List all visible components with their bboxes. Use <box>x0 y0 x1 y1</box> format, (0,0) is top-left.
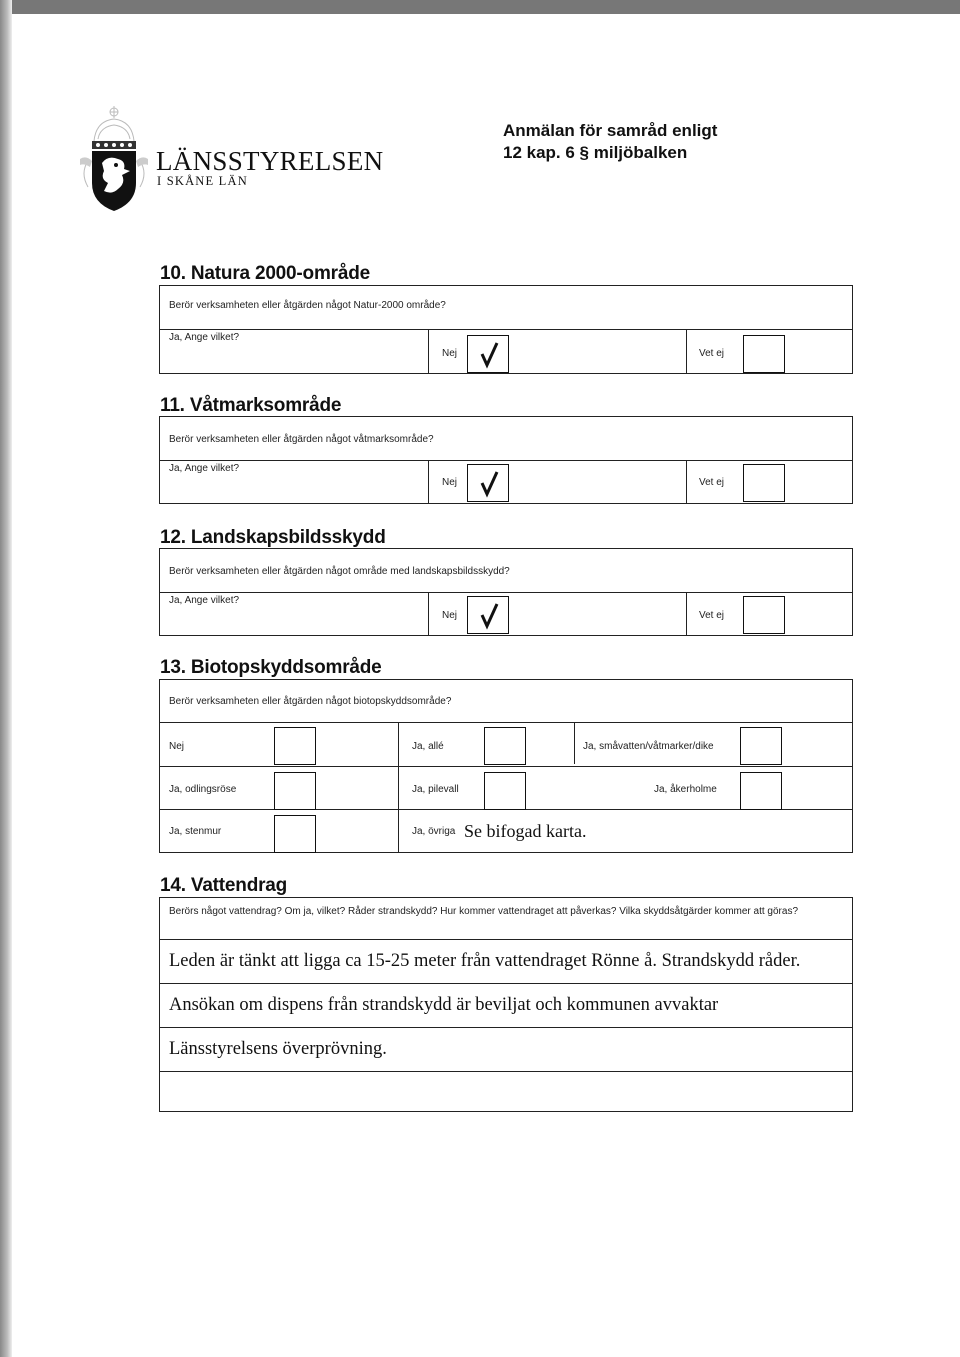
section-10-nej-label: Nej <box>442 348 458 359</box>
biotop-ovriga-label: Ja, övriga <box>412 826 456 837</box>
section-11-box <box>159 416 853 504</box>
divider <box>160 983 852 984</box>
section-12-ja-label: Ja, Ange vilket? <box>169 595 240 606</box>
document-title-line2: 12 kap. 6 § miljöbalken <box>503 143 688 162</box>
checkmark-icon <box>468 597 510 635</box>
biotop-nej-checkbox[interactable] <box>274 727 316 765</box>
divider <box>428 329 429 373</box>
vattendrag-answer-line-1[interactable]: Leden är tänkt att ligga ca 15-25 meter från vattendraget Rönne å. Strandskydd råder. <box>169 951 801 971</box>
section-10-question: Berör verksamheten eller åtgärden något Natur-2000 område? <box>169 300 446 311</box>
section-11-vetej-label: Vet ej <box>699 477 725 488</box>
divider <box>574 722 575 764</box>
section-14-heading: 14. Vattendrag <box>160 875 288 896</box>
section-10-vetej-label: Vet ej <box>699 348 725 359</box>
divider <box>160 722 852 723</box>
biotop-smavatten-checkbox[interactable] <box>740 727 782 765</box>
section-13-heading: 13. Biotopskyddsområde <box>160 657 382 678</box>
biotop-akerholme-checkbox[interactable] <box>740 772 782 810</box>
section-12-box <box>159 548 853 636</box>
divider <box>686 592 687 635</box>
section-12-heading: 12. Landskapsbildsskydd <box>160 527 386 548</box>
biotop-pilevall-checkbox[interactable] <box>484 772 526 810</box>
section-10-box <box>159 285 853 374</box>
biotop-stenmur-checkbox[interactable] <box>274 815 316 853</box>
checkmark-icon <box>468 336 510 374</box>
section-11-question: Berör verksamheten eller åtgärden något våtmarksområde? <box>169 434 434 445</box>
section-10-vetej-checkbox[interactable] <box>743 335 785 373</box>
divider <box>398 722 399 852</box>
divider <box>686 329 687 373</box>
section-14-question: Berörs något vattendrag? Om ja, vilket? Råder strandskydd? Hur kommer vattendraget att påverkas? Vilka skyddsåtgärder kommer att göras? <box>169 906 799 917</box>
biotop-alle-checkbox[interactable] <box>484 727 526 765</box>
section-14-box <box>159 897 853 1112</box>
divider <box>160 766 852 767</box>
section-11-nej-checkbox[interactable] <box>467 464 509 502</box>
brand-name: LÄNSSTYRELSEN <box>156 146 384 176</box>
vattendrag-answer-line-3[interactable]: Länsstyrelsens överprövning. <box>169 1039 387 1059</box>
section-11-nej-label: Nej <box>442 477 458 488</box>
section-12-vetej-checkbox[interactable] <box>743 596 785 634</box>
biotop-smavatten-label: Ja, småvatten/våtmarker/dike <box>583 741 714 752</box>
section-12-nej-checkbox[interactable] <box>467 596 509 634</box>
biotop-odlingsrose-checkbox[interactable] <box>274 772 316 810</box>
document-title-line1: Anmälan för samråd enligt <box>503 121 718 140</box>
divider <box>160 939 852 940</box>
section-10-heading: 10. Natura 2000-område <box>160 263 370 284</box>
biotop-ovriga-answer[interactable]: Se bifogad karta. <box>464 821 587 841</box>
divider <box>160 329 852 330</box>
section-13-box <box>159 679 853 853</box>
divider <box>160 1071 852 1072</box>
section-10-ja-label: Ja, Ange vilket? <box>169 332 240 343</box>
section-11-vetej-checkbox[interactable] <box>743 464 785 502</box>
vattendrag-answer-line-2[interactable]: Ansökan om dispens från strandskydd är beviljat och kommunen avvaktar <box>169 995 719 1015</box>
biotop-akerholme-label: Ja, åkerholme <box>654 784 717 795</box>
section-10-nej-checkbox[interactable] <box>467 335 509 373</box>
divider <box>428 460 429 503</box>
section-12-vetej-label: Vet ej <box>699 610 725 621</box>
biotop-pilevall-label: Ja, pilevall <box>412 784 459 795</box>
section-11-ja-label: Ja, Ange vilket? <box>169 463 240 474</box>
checkmark-icon <box>468 465 510 503</box>
divider <box>160 460 852 461</box>
section-12-nej-label: Nej <box>442 610 458 621</box>
section-11-heading: 11. Våtmarksområde <box>160 395 342 416</box>
section-13-question: Berör verksamheten eller åtgärden något biotopskyddsområde? <box>169 696 452 707</box>
scan-left-border <box>0 0 12 1357</box>
biotop-nej-label: Nej <box>169 741 185 752</box>
biotop-odlingsrose-label: Ja, odlingsröse <box>169 784 237 795</box>
biotop-stenmur-label: Ja, stenmur <box>169 826 222 837</box>
divider <box>160 1027 852 1028</box>
divider <box>428 592 429 635</box>
divider <box>160 592 852 593</box>
document-title <box>503 120 717 164</box>
brand-subtitle: I SKÅNE LÄN <box>157 174 248 188</box>
divider <box>686 460 687 503</box>
biotop-alle-label: Ja, allé <box>412 741 444 752</box>
coat-of-arms-logo <box>78 103 163 215</box>
scan-top-border <box>0 0 960 14</box>
section-12-question: Berör verksamheten eller åtgärden något område med landskapsbildsskydd? <box>169 566 510 577</box>
